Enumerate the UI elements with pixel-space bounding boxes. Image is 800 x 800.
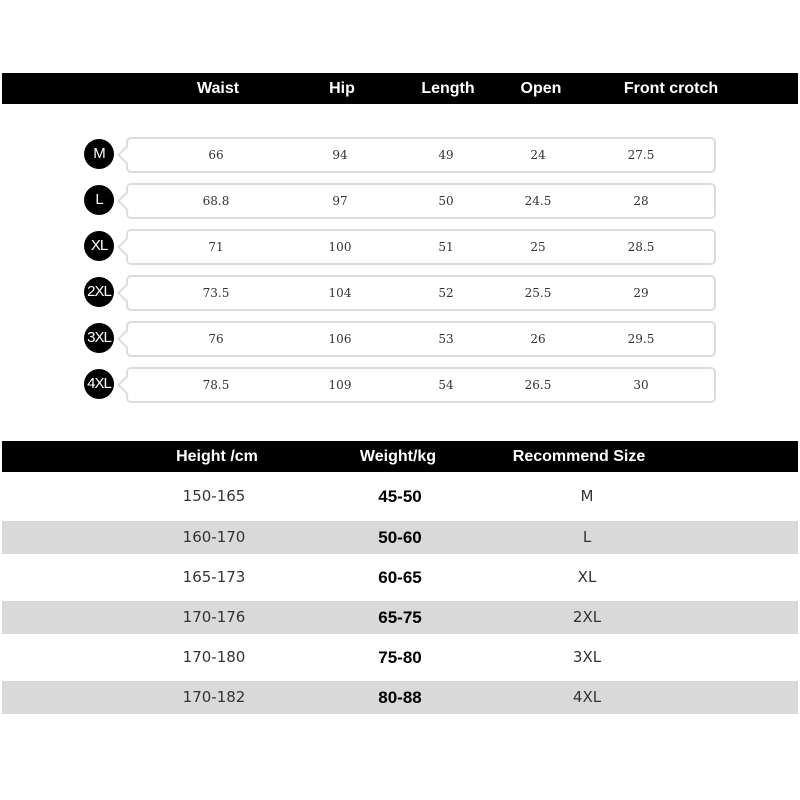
recommend-table-header [2, 441, 798, 472]
measurement-box [126, 367, 716, 403]
header-hip: Hip [329, 80, 355, 97]
open-value: 24 [530, 148, 546, 162]
waist-value: 76 [208, 332, 224, 346]
size-row-m [84, 137, 716, 171]
hip-value: 104 [328, 286, 352, 300]
waist-value: 71 [208, 240, 224, 254]
size-badge: 3XL [84, 323, 114, 353]
size-value: 4XL [572, 688, 602, 706]
size-badge: 4XL [84, 369, 114, 399]
weight-value: 60-65 [378, 568, 422, 587]
size-row-2xl [84, 275, 716, 309]
open-value: 26.5 [524, 378, 552, 392]
size-value: XL [577, 568, 597, 586]
length-value: 50 [438, 194, 454, 208]
waist-value: 78.5 [202, 378, 230, 392]
hip-value: 100 [328, 240, 352, 254]
height-value: 170-180 [182, 648, 246, 666]
front-crotch-value: 28.5 [627, 240, 655, 254]
size-chart-header [2, 73, 798, 104]
weight-value: 80-88 [378, 688, 422, 707]
height-value: 165-173 [182, 568, 246, 586]
height-value: 170-182 [182, 688, 246, 706]
open-value: 24.5 [524, 194, 552, 208]
recommend-row [2, 521, 798, 554]
size-badge: L [84, 185, 114, 215]
recommend-row [2, 561, 798, 594]
length-value: 52 [438, 286, 454, 300]
measurement-box [126, 321, 716, 357]
height-value: 170-176 [182, 608, 246, 626]
open-value: 25 [530, 240, 546, 254]
front-crotch-value: 30 [633, 378, 649, 392]
front-crotch-value: 27.5 [627, 148, 655, 162]
header-open: Open [520, 80, 562, 97]
weight-value: 50-60 [378, 528, 422, 547]
hip-value: 109 [328, 378, 352, 392]
header-recommend-size: Recommend Size [512, 448, 646, 465]
front-crotch-value: 29 [633, 286, 649, 300]
waist-value: 73.5 [202, 286, 230, 300]
measurement-box [126, 183, 716, 219]
hip-value: 106 [328, 332, 352, 346]
size-value: 2XL [572, 608, 602, 626]
header-front-crotch: Front crotch [623, 80, 719, 97]
size-row-xl [84, 229, 716, 263]
hip-value: 97 [332, 194, 348, 208]
length-value: 54 [438, 378, 454, 392]
size-value: 3XL [572, 648, 602, 666]
recommend-row [2, 681, 798, 714]
header-length: Length [421, 80, 475, 97]
front-crotch-value: 29.5 [627, 332, 655, 346]
front-crotch-value: 28 [633, 194, 649, 208]
weight-value: 65-75 [378, 608, 422, 627]
recommend-row [2, 480, 798, 513]
size-value: M [580, 487, 594, 505]
open-value: 25.5 [524, 286, 552, 300]
size-value: L [582, 528, 592, 546]
waist-value: 68.8 [202, 194, 230, 208]
measurement-box [126, 229, 716, 265]
header-height: Height /cm [176, 448, 258, 465]
size-badge: 2XL [84, 277, 114, 307]
length-value: 51 [438, 240, 454, 254]
length-value: 53 [438, 332, 454, 346]
length-value: 49 [438, 148, 454, 162]
size-row-3xl [84, 321, 716, 355]
measurement-box [126, 275, 716, 311]
header-waist: Waist [196, 80, 240, 97]
header-weight: Weight/kg [359, 448, 437, 465]
size-row-4xl [84, 367, 716, 401]
size-badge: XL [84, 231, 114, 261]
hip-value: 94 [332, 148, 348, 162]
weight-value: 75-80 [378, 648, 422, 667]
measurement-box [126, 137, 716, 173]
weight-value: 45-50 [378, 487, 422, 506]
recommend-row [2, 641, 798, 674]
waist-value: 66 [208, 148, 224, 162]
height-value: 160-170 [182, 528, 246, 546]
recommend-row [2, 601, 798, 634]
height-value: 150-165 [182, 487, 246, 505]
size-badge: M [84, 139, 114, 169]
open-value: 26 [530, 332, 546, 346]
size-row-l [84, 183, 716, 217]
